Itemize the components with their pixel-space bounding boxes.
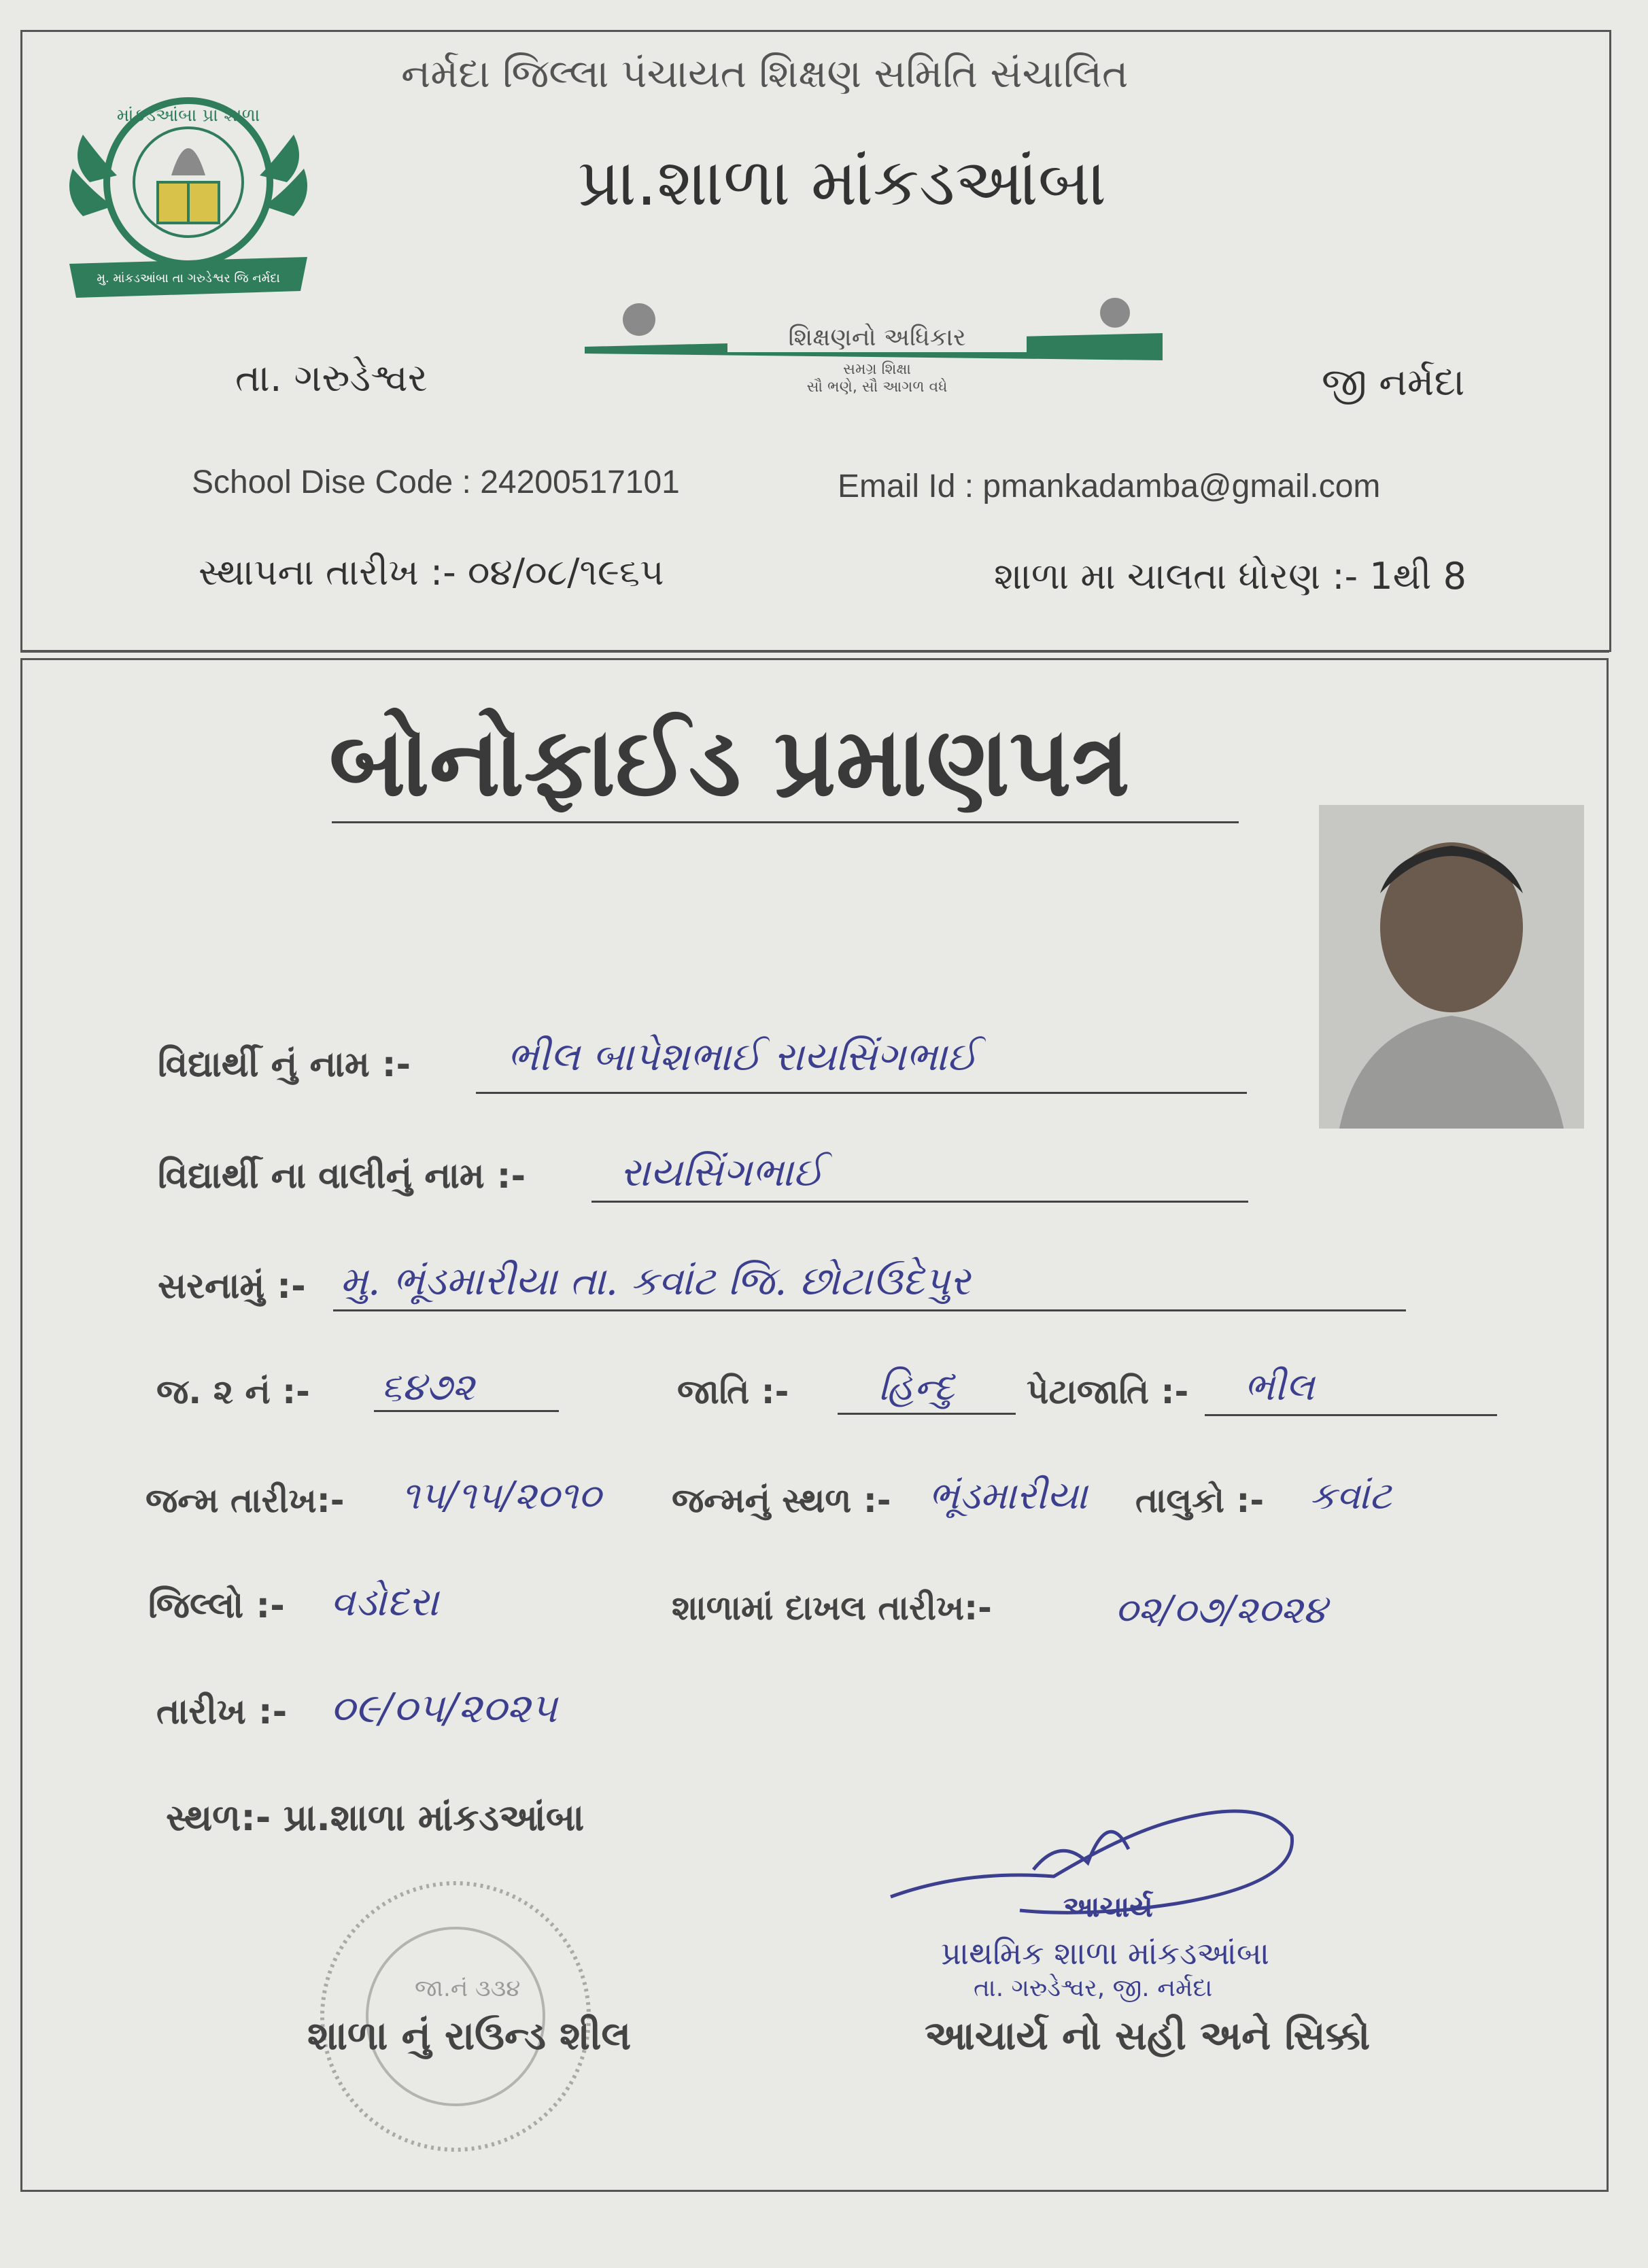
seal-number: જા.નં ૩૩૪ xyxy=(415,1975,521,2002)
birthplace-label: જન્મનું સ્થળ :- xyxy=(672,1481,891,1520)
caste-underline xyxy=(838,1413,1016,1415)
stamp-address: તા. ગરુડેશ્વર, જી. નર્મદા xyxy=(974,1974,1213,2002)
district-text: જી નર્મદા xyxy=(1322,360,1465,405)
banner-sub2: સૌ ભણે, સૌ આગળ વધે xyxy=(806,379,948,396)
school-title: પ્રા.શાળા માંકડઆંબા xyxy=(578,144,1107,220)
established-date: સ્થાપના તારીખ :- ૦૪/૦૮/૧૯૬૫ xyxy=(199,551,664,594)
district-label: જિલ્લો :- xyxy=(148,1585,285,1626)
student-name-underline xyxy=(476,1092,1247,1094)
student-photo-placeholder xyxy=(1319,805,1584,1129)
guardian-underline xyxy=(591,1201,1248,1203)
gr-label: જ. ૨ નં :- xyxy=(156,1372,310,1411)
admission-label: શાળામાં દાખલ તારીખ:- xyxy=(672,1588,992,1628)
student-name-value: ભીલ બાપેશભાઈ રાયસિંગભાઈ xyxy=(507,1033,978,1080)
address-label: સરનામું :- xyxy=(158,1266,306,1307)
email-id: Email Id : pmankadamba@gmail.com xyxy=(838,468,1381,504)
address-value: મુ. ભૂંડમારીયા તા. કવાંટ જિ. છોટાઉદેપુર xyxy=(340,1258,971,1304)
address-underline xyxy=(333,1309,1406,1311)
date-value: ૦૯/૦૫/૨૦૨૫ xyxy=(330,1685,557,1732)
admission-value: ૦૨/૦૭/૨૦૨૪ xyxy=(1115,1588,1327,1632)
subcaste-label: પેટાજાતિ :- xyxy=(1027,1372,1189,1411)
dob-value: ૧૫/૧૫/૨૦૧૦ xyxy=(401,1474,601,1518)
dob-label: જન્મ તારીખ:- xyxy=(145,1481,345,1520)
title-underline xyxy=(332,821,1239,823)
samiti-line: નર્મદા જિલ્લા પંચાયત શિક્ષણ સમિતિ સંચાલિત xyxy=(401,50,1129,97)
district-value: વડોદરા xyxy=(330,1579,439,1625)
birthplace-value: ભૂંડમારીયા xyxy=(929,1474,1088,1518)
logo-top-text: માંકડઆંબા પ્રા શાળા xyxy=(116,105,260,126)
banner-title: શિક્ષણનો અધિકાર xyxy=(788,324,966,351)
header-divider xyxy=(20,650,1609,653)
banner-sub1: સમગ્ર શિક્ષા xyxy=(843,361,911,378)
gr-value: ૬૪૭૨ xyxy=(381,1365,475,1409)
gr-underline xyxy=(374,1410,559,1412)
taluka-value: કવાંટ xyxy=(1309,1474,1392,1518)
school-logo xyxy=(63,80,314,311)
logo-ribbon-text: મુ. માંકડઆંબા તા ગરુડેશ્વર જિ નર્મદા xyxy=(97,271,280,286)
certificate-title: બોનોફાઈડ પ્રમાણપત્ર xyxy=(329,707,1130,818)
stamp-school: પ્રાથમિક શાળા માંકડઆંબા xyxy=(941,1935,1270,1972)
standards-run: શાળા મા ચાલતા ધોરણ :- 1થી 8 xyxy=(994,555,1467,598)
guardian-label: વિદ્યાર્થી ના વાલીનું નામ :- xyxy=(158,1156,526,1197)
seal-number-label xyxy=(415,1975,520,2002)
seal-caption: શાળા નું રાઉન્ડ શીલ xyxy=(307,2012,632,2059)
taluka-label: તાલુકો :- xyxy=(1135,1481,1265,1520)
signature-caption: આચાર્ય નો સહી અને સિક્કો xyxy=(925,2012,1371,2059)
dise-code: School Dise Code : 24200517101 xyxy=(192,464,680,500)
date-label: તારીખ :- xyxy=(156,1691,288,1732)
subcaste-value: ભીલ xyxy=(1244,1365,1315,1409)
caste-value: હિન્દુ xyxy=(878,1365,955,1409)
taluka-text: તા. ગરુડેશ્વર xyxy=(235,356,428,400)
student-photo xyxy=(1319,805,1584,1129)
place-text: સ્થળ:- પ્રા.શાળા માંકડઆંબા xyxy=(166,1796,585,1839)
shiksha-banner xyxy=(578,292,1176,408)
guardian-value: રાયસિંગભાઈ xyxy=(620,1149,824,1195)
subcaste-underline xyxy=(1205,1414,1497,1416)
student-name-label: વિદ્યાર્થી નું નામ :- xyxy=(158,1044,411,1085)
caste-label: જાતિ :- xyxy=(677,1372,789,1411)
stamp-role: આચાર્ય xyxy=(1063,1890,1153,1923)
